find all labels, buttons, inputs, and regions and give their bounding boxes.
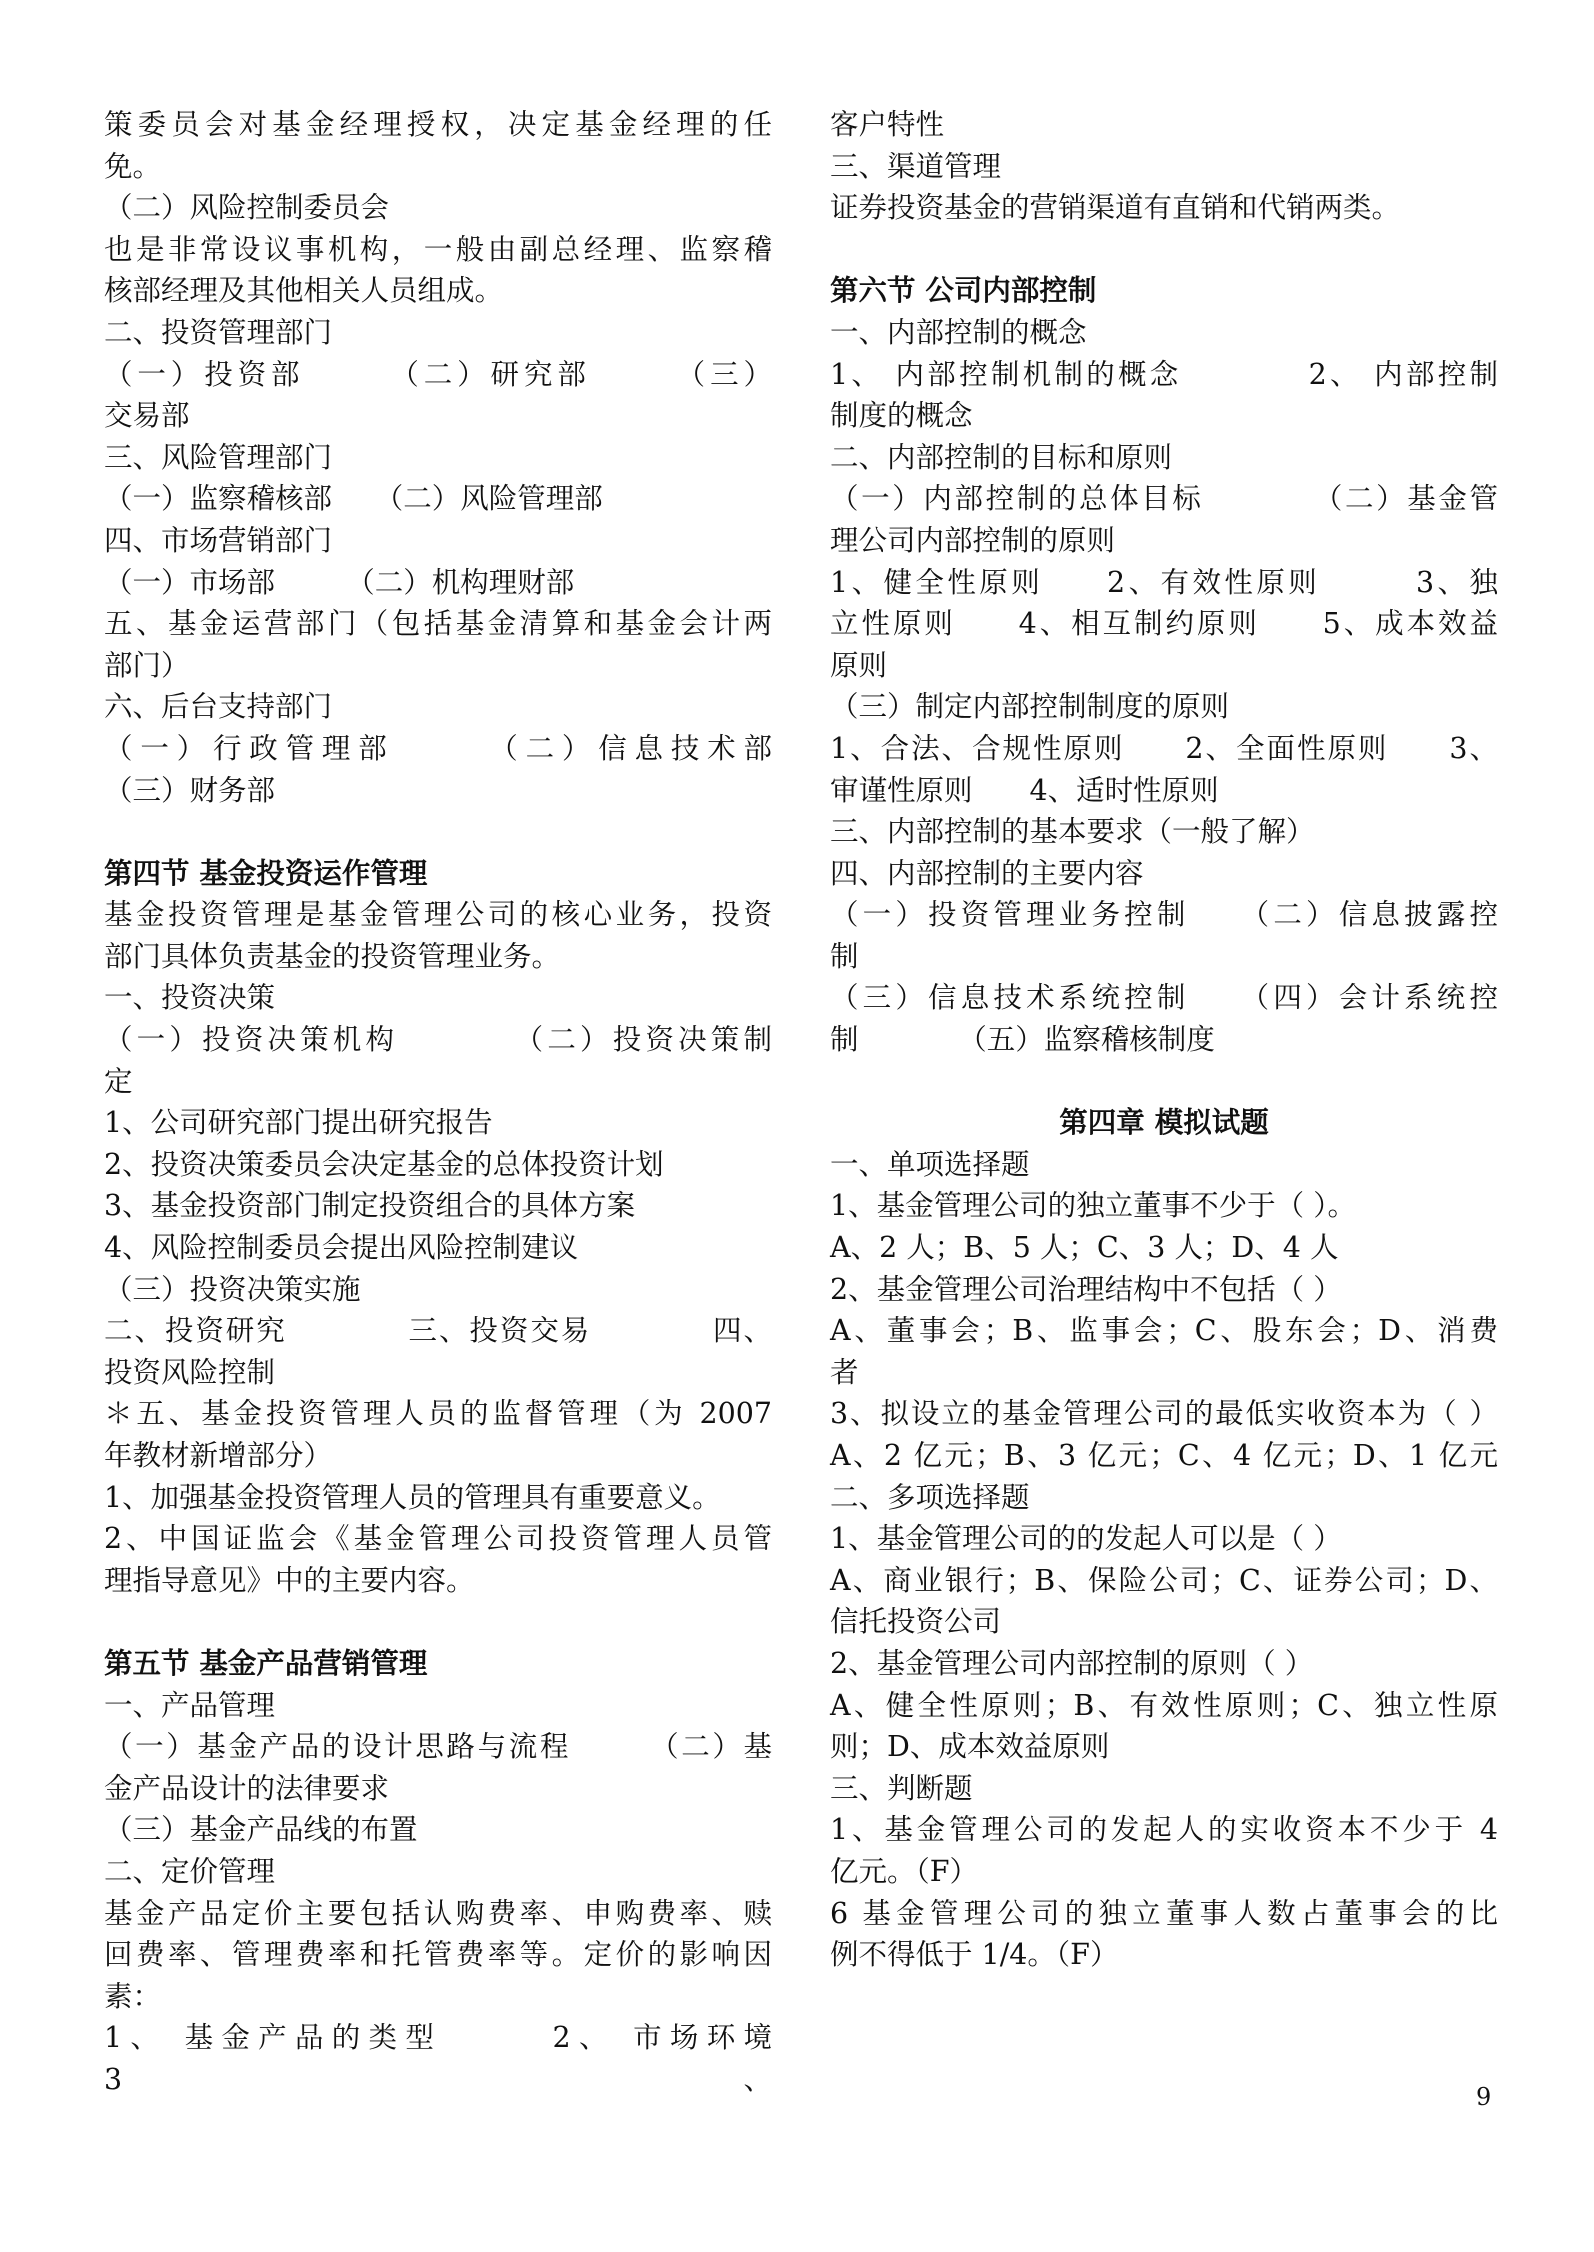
text-line: 五、基金运营部门（包括基金清算和基金会计两: [104, 607, 772, 641]
text-line: 一、单项选择题: [830, 1147, 1030, 1181]
text-line: 基金投资管理是基金管理公司的核心业务，投资: [104, 898, 772, 932]
text-line: 1、 基金产品的类型 2、 市场环境 3、: [104, 2021, 887, 2096]
text-line: 2、基金管理公司治理结构中不包括（ ）: [830, 1272, 1342, 1306]
text-line: 基金产品定价主要包括认购费率、申购费率、赎: [104, 1896, 772, 1930]
text-line: （二）风险控制委员会: [104, 191, 390, 225]
text-line: 投资风险控制: [104, 1355, 276, 1389]
text-line: 例不得低于 1/4。（F）: [830, 1938, 1119, 1972]
section-heading: 第四节 基金投资运作管理: [104, 855, 428, 890]
text-line: 1、基金管理公司的独立董事不少于（ ）。: [830, 1189, 1356, 1223]
text-line: （一）监察稽核部 （二）风险管理部: [104, 482, 603, 516]
blank-line: [104, 1601, 772, 1643]
text-line: 者: [830, 1355, 859, 1389]
text-line: 回费率、管理费率和托管费率等。定价的影响因: [104, 1938, 772, 1972]
text-line: 二、投资研究 三、投资交易 四、: [104, 1314, 772, 1348]
text-line: A、董事会；B、监事会；C、股东会；D、消费: [830, 1314, 1498, 1348]
text-line: 2、基金管理公司内部控制的原则（ ）: [830, 1646, 1314, 1680]
text-line: 1、 内部控制机制的概念 2、 内部控制: [830, 357, 1498, 391]
text-line: 3、拟设立的基金管理公司的最低实收资本为（ ）: [830, 1397, 1498, 1431]
text-line: （三）投资决策实施: [104, 1272, 361, 1306]
text-line: 2、中国证监会《基金管理公司投资管理人员管: [104, 1522, 772, 1556]
text-line: 定: [104, 1064, 133, 1098]
page-number: 9: [1476, 2083, 1492, 2111]
text-line: 1、基金管理公司的的发起人可以是（ ）: [830, 1522, 1342, 1556]
text-line: 一、投资决策: [104, 981, 276, 1015]
text-line: 2、投资决策委员会决定基金的总体投资计划: [104, 1147, 664, 1181]
text-line: 三、判断题: [830, 1771, 973, 1805]
text-line: 1、合法、合规性原则 2、全面性原则 3、: [830, 731, 1498, 765]
text-line: 信托投资公司: [830, 1605, 1002, 1639]
section-heading: 第五节 基金产品营销管理: [104, 1645, 428, 1680]
text-line: 1、健全性原则 2、有效性原则 3、独: [830, 565, 1498, 599]
text-line: 二、内部控制的目标和原则: [830, 440, 1173, 474]
text-line: 策委员会对基金经理授权，决定基金经理的任: [104, 108, 772, 141]
text-line: 交易部: [104, 399, 190, 433]
text-line: （三）信息技术系统控制 （四）会计系统控: [830, 981, 1498, 1015]
text-line: 则；D、成本效益原则: [830, 1730, 1110, 1764]
chapter-heading: 第四章 模拟试题: [1059, 1105, 1269, 1140]
text-line: 三、风险管理部门: [104, 440, 333, 474]
text-line: 制 （五）监察稽核制度: [830, 1023, 1215, 1057]
text-line: A、2 亿元；B、3 亿元；C、4 亿元；D、1 亿元: [830, 1439, 1498, 1472]
text-line: A、商业银行；B、保险公司；C、证券公司；D、: [830, 1563, 1498, 1597]
text-line: 二、定价管理: [104, 1854, 276, 1888]
text-line: 证券投资基金的营销渠道有直销和代销两类。: [830, 191, 1401, 225]
text-line: 制: [830, 939, 859, 973]
right-column: [830, 104, 1498, 1976]
text-line: 客户特性: [830, 108, 945, 141]
text-line: A、2 人；B、5 人；C、3 人；D、4 人: [830, 1231, 1339, 1265]
text-line: 1、公司研究部门提出研究报告: [104, 1106, 493, 1140]
text-line: A、健全性原则；B、有效性原则；C、独立性原: [830, 1688, 1498, 1722]
text-line: 核部经理及其他相关人员组成。: [104, 274, 504, 308]
blank-line: [104, 811, 772, 853]
section-heading: 第六节 公司内部控制: [830, 273, 1097, 308]
text-line: 免。: [104, 149, 162, 183]
text-line: （一）投资部 （二）研究部 （三）: [104, 357, 772, 391]
text-line: 原则: [830, 648, 888, 682]
text-line: 四、市场营销部门: [104, 523, 333, 557]
text-line: （三）制定内部控制制度的原则: [830, 690, 1230, 724]
text-line: 审谨性原则 4、适时性原则: [830, 773, 1219, 807]
blank-line: [830, 229, 1498, 271]
text-line: （一）基金产品的设计思路与流程 （二）基: [104, 1730, 772, 1764]
text-line: 6 基金管理公司的独立董事人数占董事会的比: [830, 1896, 1498, 1930]
text-line: 二、多项选择题: [830, 1480, 1030, 1514]
text-line: 4、风险控制委员会提出风险控制建议: [104, 1231, 579, 1265]
text-line: 一、产品管理: [104, 1688, 276, 1722]
text-line: （一）内部控制的总体目标 （二）基金管: [830, 482, 1498, 516]
text-line: （一）行政管理部 （二）信息技术部: [104, 731, 772, 765]
text-line: 立性原则 4、相互制约原则 5、成本效益: [830, 607, 1498, 641]
text-line: （一）投资决策机构 （二）投资决策制: [104, 1023, 772, 1057]
text-line: 亿元。（F）: [830, 1854, 979, 1888]
text-line: 3、基金投资部门制定投资组合的具体方案: [104, 1189, 636, 1223]
text-line: 部门）: [104, 648, 190, 682]
text-line: 理指导意见》中的主要内容。: [104, 1563, 475, 1597]
text-line: 三、渠道管理: [830, 149, 1002, 183]
text-line: 1、基金管理公司的发起人的实收资本不少于 4: [830, 1813, 1498, 1847]
text-line: 部门具体负责基金的投资管理业务。: [104, 939, 561, 973]
text-line: 1、加强基金投资管理人员的管理具有重要意义。: [104, 1480, 721, 1514]
text-line: 素：: [104, 1979, 162, 2013]
text-line: （三）基金产品线的布置: [104, 1813, 418, 1847]
text-line: 三、内部控制的基本要求（一般了解）: [830, 815, 1315, 849]
text-line: ＊五、基金投资管理人员的监督管理（为 2007: [104, 1397, 772, 1431]
text-line: （一）市场部 （二）机构理财部: [104, 565, 575, 599]
blank-line: [830, 1061, 1498, 1103]
text-line: 六、后台支持部门: [104, 690, 333, 724]
text-line: 年教材新增部分）: [104, 1439, 333, 1472]
text-line: 也是非常设议事机构，一般由副总经理、监察稽: [104, 232, 772, 266]
text-line: 金产品设计的法律要求: [104, 1771, 390, 1805]
text-line: （三）财务部: [104, 773, 276, 807]
text-line: （一）投资管理业务控制 （二）信息披露控: [830, 898, 1498, 932]
text-line: 四、内部控制的主要内容: [830, 856, 1144, 890]
text-line: 二、投资管理部门: [104, 315, 333, 349]
text-line: 一、内部控制的概念: [830, 315, 1087, 349]
text-line: 制度的概念: [830, 399, 973, 433]
text-line: 理公司内部控制的原则: [830, 523, 1116, 557]
